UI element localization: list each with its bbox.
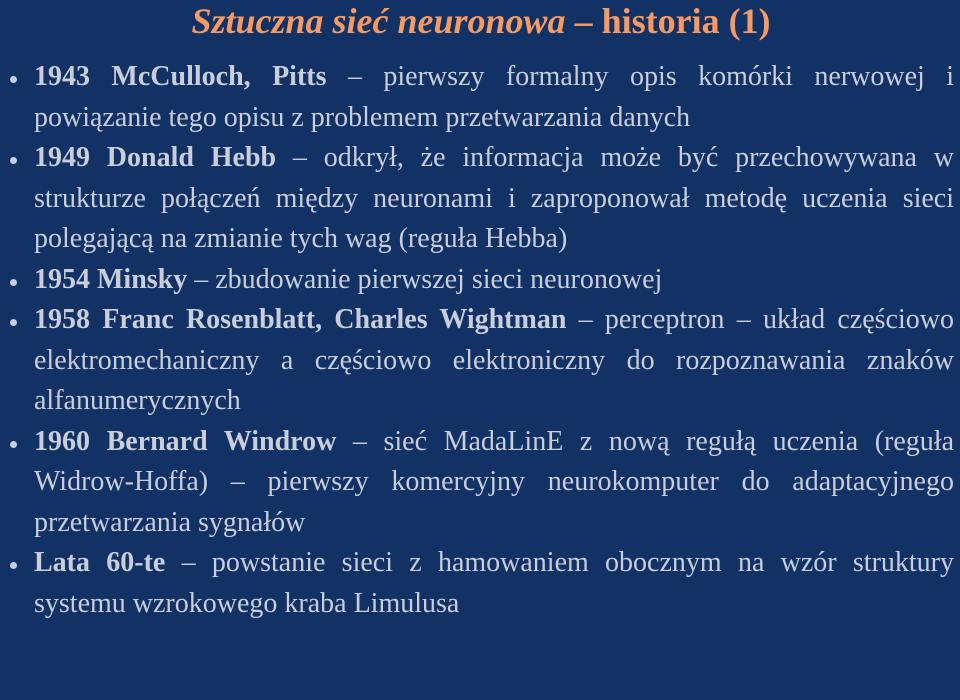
bullet-icon: [8, 422, 22, 462]
item-text: – perceptron – układ częściowo elektromechaniczny a częściowo elektroniczny do rozpoznawania znaków alfanumerycznych: [34, 304, 954, 416]
item-heading: 1949 Donald Hebb: [34, 142, 277, 173]
item-heading: 1954 Minsky: [34, 263, 188, 295]
item-heading: 1960 Bernard Windrow: [34, 425, 337, 457]
history-item-1943: [8, 57, 954, 138]
item-text: – sieć MadaLinE z nową regułą uczenia (reguła Widrow-Hoffa) – pierwszy komercyjny neurokomputer do adaptacyjnego przetwarzania sygnałów: [34, 425, 954, 538]
bullet-icon: [8, 260, 22, 300]
bullet-icon: [8, 138, 22, 178]
bullet-icon: [8, 300, 22, 340]
history-item-1960s: [8, 543, 954, 624]
slide-title-rest: – historia (1): [565, 1, 771, 41]
item-heading: 1958 Franc Rosenblatt, Charles Wightman: [34, 304, 567, 335]
item-text: – odkrył, że informacja może być przechowywana w strukturze połączeń między neuronami i zaproponował metodę uczenia sieci polegającą na zmianie tych wag (reguła Hebba): [34, 142, 955, 254]
slide-title: [8, 0, 954, 41]
item-heading: 1943 McCulloch, Pitts: [34, 61, 327, 92]
item-text: – powstanie sieci z hamowaniem obocznym na wzór struktury systemu wzrokowego kraba Limulusa: [34, 547, 954, 619]
slide-title-main: Sztuczna sieć neuronowa: [191, 1, 566, 41]
item-text: – zbudowanie pierwszej sieci neuronowej: [187, 263, 663, 295]
history-list: [8, 57, 954, 624]
history-item-1958: [8, 300, 954, 422]
item-text: – pierwszy formalny opis komórki nerwowej i powiązanie tego opisu z problemem przetwarzania danych: [34, 61, 955, 133]
bullet-icon: [8, 543, 22, 583]
history-item-1960: [8, 422, 954, 544]
bullet-icon: [8, 57, 22, 97]
history-item-1954: [8, 260, 954, 301]
item-heading: Lata 60-te: [34, 547, 166, 578]
history-item-1949: [8, 138, 954, 260]
